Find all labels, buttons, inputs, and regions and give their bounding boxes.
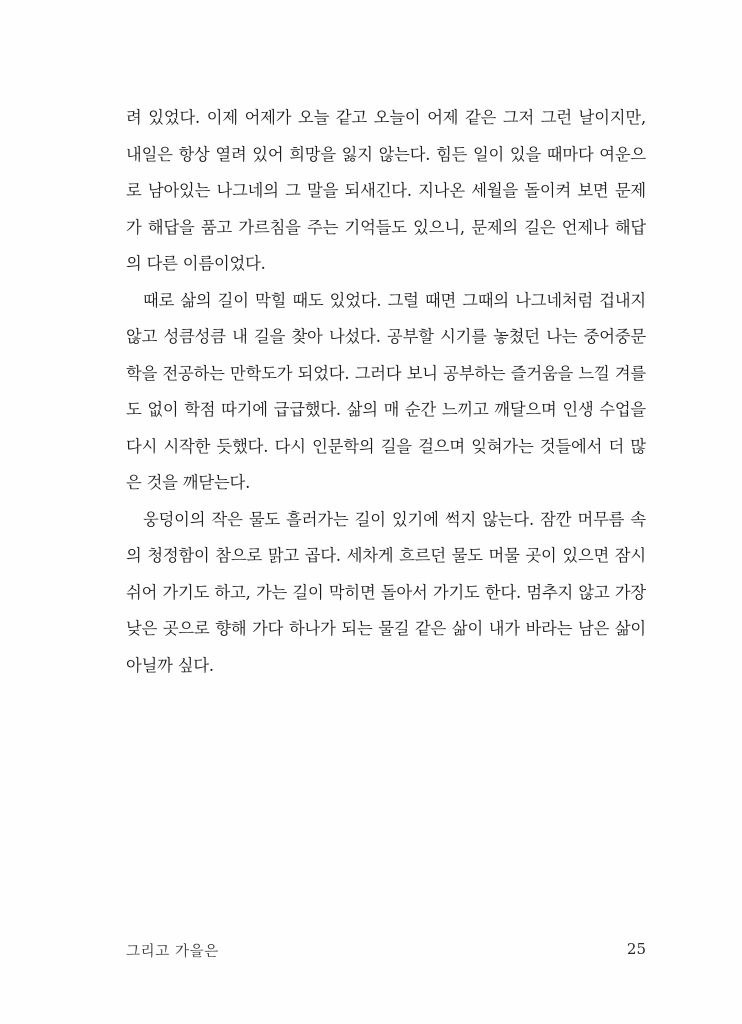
- page-number: 25: [626, 940, 646, 958]
- page-footer: [126, 940, 646, 964]
- paragraph: 려 있었다. 이제 어제가 오늘 같고 오늘이 어제 같은 그저 그런 날이지만, 내일은 항상 열려 있어 희망을 잃지 않는다. 힘든 일이 있을 때마다 여운으로 남아있는 나그네의 그 말을 되새긴다. 지나온 세월을 돌이켜 보면 문제가 해답을 품고 가르침을 주는 기억들도 있으니, 문제의 길은 언제나 해답의 다른 이름이었다.: [126, 108, 646, 273]
- body-text-column: [126, 100, 646, 684]
- running-title: 그리고 가을은: [126, 944, 219, 960]
- paragraph: 때로 삶의 길이 막힐 때도 있었다. 그럴 때면 그때의 나그네처럼 겁내지 않고 성큼성큼 내 길을 찾아 나섰다. 공부할 시기를 놓쳤던 나는 중어중문학을 전공하는 만학도가 되었다. 그러다 보니 공부하는 즐거움을 느낄 겨를도 없이 학점 따기에 급급했다. 삶의 매 순간 느끼고 깨달으며 인생 수업을 다시 시작한 듯했다. 다시 인문학의 길을 걸으며 잊혀가는 것들에서 더 많은 것을 깨닫는다.: [126, 290, 646, 492]
- paragraph: 웅덩이의 작은 물도 흘러가는 길이 있기에 썩지 않는다. 잠깐 머무름 속의 청정함이 참으로 맑고 곱다. 세차게 흐르던 물도 머물 곳이 있으면 잠시 쉬어 가기도 하고, 가는 길이 막히면 돌아서 가기도 한다. 멈추지 않고 가장 낮은 곳으로 향해 가다 하나가 되는 물길 같은 삶이 내가 바라는 남은 삶이 아닐까 싶다.: [126, 509, 646, 675]
